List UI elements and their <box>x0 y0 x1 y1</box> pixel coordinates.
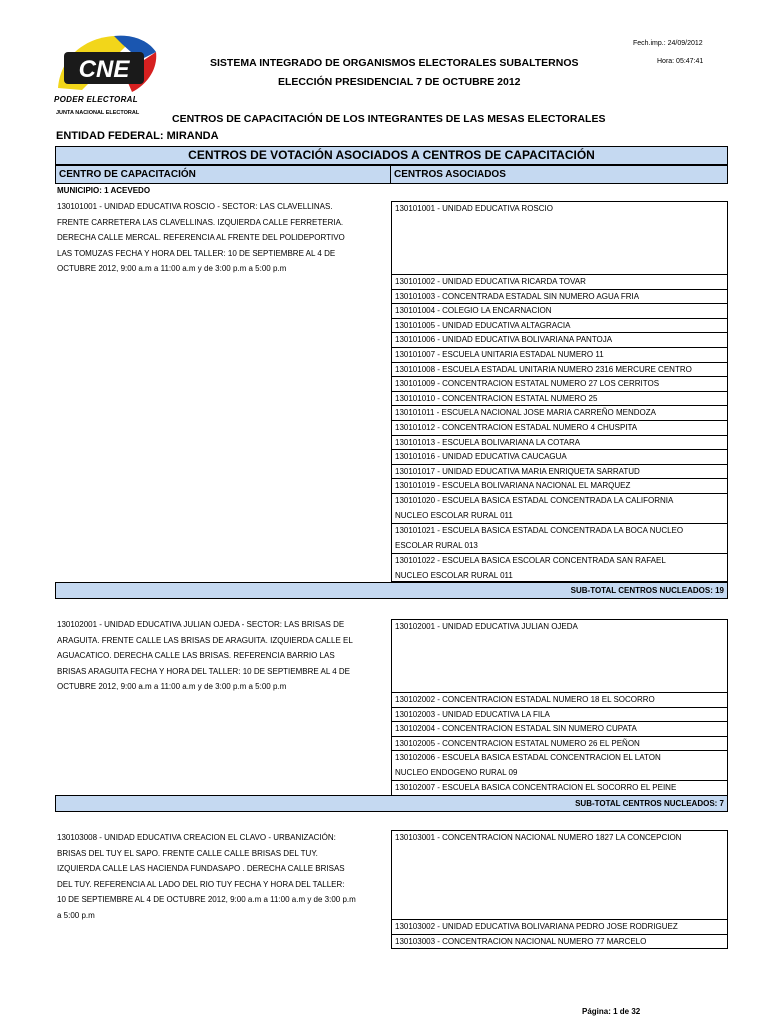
subtotal-1: SUB-TOTAL CENTROS NUCLEADOS: 19 <box>55 582 728 599</box>
asociado-row: 130103002 - UNIDAD EDUCATIVA BOLIVARIANA PEDRO JOSE RODRIGUEZ <box>392 919 727 934</box>
cne-logo-graphic <box>52 30 160 96</box>
asociado-line: NUCLEO ESCOLAR RURAL 011 <box>395 570 513 580</box>
centro-capacitacion-3 <box>57 830 383 923</box>
centro-line: 130103008 - UNIDAD EDUCATIVA CREACION EL CLAVO - URBANIZACIÓN: <box>57 833 336 842</box>
svg-text:CNE: CNE <box>78 56 130 83</box>
title-election: ELECCIÓN PRESIDENCIAL 7 DE OCTUBRE 2012 <box>278 76 521 88</box>
asociado-line: 130101020 - ESCUELA BASICA ESTADAL CONCENTRADA LA CALIFORNIA <box>395 496 674 505</box>
centro-line: OCTUBRE 2012, 9:00 a.m a 11:00 a.m y de 3:00 p.m a 5:00 p.m <box>57 682 287 691</box>
asociado-row: 130101009 - CONCENTRACION ESTATAL NUMERO 27 LOS CERRITOS <box>392 376 727 391</box>
asociado-row <box>392 750 727 780</box>
centro-line: BRISAS DEL TUY EL SAPO. FRENTE CALLE CALLE BRISAS DEL TUY. <box>57 848 318 858</box>
title-report: CENTROS DE CAPACITACIÓN DE LOS INTEGRANTES DE LAS MESAS ELECTORALES <box>172 113 606 125</box>
asociado-line: NUCLEO ESCOLAR RURAL 011 <box>395 510 513 520</box>
asociado-row <box>392 523 727 553</box>
page-number: Página: 1 de 32 <box>582 1007 641 1016</box>
asociado-row: 130101008 - ESCUELA ESTADAL UNITARIA NUMERO 2316 MERCURE CENTRO <box>392 362 727 377</box>
asociado-row: 130102004 - CONCENTRACION ESTADAL SIN NUMERO CUPATA <box>392 721 727 736</box>
asociado-row: 130101016 - UNIDAD EDUCATIVA CAUCAGUA <box>392 449 727 464</box>
asociado-line: 130101021 - ESCUELA BASICA ESTADAL CONCENTRADA LA BOCA NUCLEO <box>395 526 684 535</box>
centro-line: FRENTE CARRETERA LAS CLAVELLINAS. IZQUIERDA CALLE FERRETERIA. <box>57 217 344 227</box>
asociado-row: 130102005 - CONCENTRACION ESTATAL NUMERO 26 EL PEÑON <box>392 736 727 751</box>
centro-line: a 5:00 p.m <box>57 910 95 920</box>
centro-line: LAS TOMUZAS FECHA Y HORA DEL TALLER: 10 DE SEPTIEMBRE AL 4 DE <box>57 248 336 258</box>
centro-line: 130101001 - UNIDAD EDUCATIVA ROSCIO - SECTOR: LAS CLAVELLINAS. <box>57 202 333 211</box>
logo-subtitle: PODER ELECTORAL <box>54 95 138 104</box>
asociados-list-2 <box>391 619 728 796</box>
asociado-row: 130101019 - ESCUELA BOLIVARIANA NACIONAL EL MARQUEZ <box>392 478 727 493</box>
centro-line: DERECHA CALLE MERCAL. REFERENCIA AL FRENTE DEL POLIDEPORTIVO <box>57 233 345 242</box>
asociado-row: 130102001 - UNIDAD EDUCATIVA JULIAN OJEDA <box>395 622 578 631</box>
asociado-row: 130101012 - CONCENTRACION ESTADAL NUMERO 4 CHUSPITA <box>392 420 727 435</box>
asociado-row <box>392 493 727 523</box>
centro-capacitacion-2 <box>57 617 383 695</box>
asociado-row: 130101006 - UNIDAD EDUCATIVA BOLIVARIANA PANTOJA <box>392 332 727 347</box>
asociado-row: 130101005 - UNIDAD EDUCATIVA ALTAGRACIA <box>392 318 727 333</box>
asociado-row: 130101011 - ESCUELA NACIONAL JOSE MARIA CARREÑO MENDOZA <box>392 405 727 420</box>
asociado-row: 130101002 - UNIDAD EDUCATIVA RICARDA TOVAR <box>392 274 727 289</box>
asociado-row <box>392 553 727 582</box>
centro-line: IZQUIERDA CALLE LAS HACIENDA FUNDASAPO . DERECHA CALLE BRISAS <box>57 864 345 873</box>
asociado-line: NUCLEO ENDOGENO RURAL 09 <box>395 767 518 777</box>
asociados-list-1 <box>391 201 728 582</box>
cne-logo <box>52 30 160 118</box>
table-banner: CENTROS DE VOTACIÓN ASOCIADOS A CENTROS DE CAPACITACIÓN <box>55 146 728 165</box>
centro-line: AGUACATICO. DERECHA CALLE LAS BRISAS. REFERENCIA BARRIO LAS <box>57 651 335 660</box>
asociado-row: 130101001 - UNIDAD EDUCATIVA ROSCIO <box>395 204 553 213</box>
centro-line: OCTUBRE 2012, 9:00 a.m a 11:00 a.m y de 3:00 p.m a 5:00 p.m <box>57 264 287 273</box>
subtotal-2: SUB-TOTAL CENTROS NUCLEADOS: 7 <box>55 795 728 812</box>
asociado-row: 130101007 - ESCUELA UNITARIA ESTADAL NUMERO 11 <box>392 347 727 362</box>
entity-federal: ENTIDAD FEDERAL: MIRANDA <box>56 130 219 142</box>
asociado-line: ESCOLAR RURAL 013 <box>395 540 478 550</box>
centro-line: ARAGUITA. FRENTE CALLE LAS BRISAS DE ARAGUITA. IZQUIERDA CALLE EL <box>57 635 353 645</box>
asociados-list-3 <box>391 830 728 949</box>
asociado-line: 130101022 - ESCUELA BASICA ESCOLAR CONCENTRADA SAN RAFAEL <box>395 556 666 565</box>
asociado-row: 130102003 - UNIDAD EDUCATIVA LA FILA <box>392 707 727 722</box>
centro-line: BRISAS ARAGUITA FECHA Y HORA DEL TALLER: 10 DE SEPTIEMBRE AL 4 DE <box>57 666 350 676</box>
asociado-row: 130102002 - CONCENTRACION ESTADAL NUMERO 18 EL SOCORRO <box>392 692 727 707</box>
logo-caption: JUNTA NACIONAL ELECTORAL <box>56 110 140 116</box>
title-system: SISTEMA INTEGRADO DE ORGANISMOS ELECTORALES SUBALTERNOS <box>210 57 579 69</box>
centro-capacitacion-1 <box>57 199 383 277</box>
column-header-asociados: CENTROS ASOCIADOS <box>390 165 728 184</box>
asociado-row: 130101010 - CONCENTRACION ESTATAL NUMERO 25 <box>392 391 727 406</box>
municipio-label: MUNICIPIO: 1 ACEVEDO <box>57 186 151 195</box>
asociado-row: 130103003 - CONCENTRACION NACIONAL NUMERO 77 MARCELO <box>392 934 727 948</box>
asociado-row: 130101004 - COLEGIO LA ENCARNACION <box>392 303 727 318</box>
asociado-row: 130102007 - ESCUELA BASICA CONCENTRACION EL SOCORRO EL PEINE <box>392 780 727 796</box>
asociado-line: 130102006 - ESCUELA BASICA ESTADAL CONCENTRACION EL LATON <box>395 753 661 763</box>
print-date: Fech.imp.: 24/09/2012 <box>633 40 703 47</box>
centro-line: DEL TUY. REFERENCIA AL LADO DEL RIO TUY FECHA Y HORA DEL TALLER: <box>57 879 345 889</box>
asociado-row: 130103001 - CONCENTRACION NACIONAL NUMERO 1827 LA CONCEPCION <box>395 833 682 842</box>
column-header-centro: CENTRO DE CAPACITACIÓN <box>55 165 391 184</box>
asociado-row: 130101003 - CONCENTRADA ESTADAL SIN NUMERO AGUA FRIA <box>392 289 727 304</box>
asociado-row: 130101013 - ESCUELA BOLIVARIANA LA COTARA <box>392 435 727 450</box>
centro-line: 130102001 - UNIDAD EDUCATIVA JULIAN OJEDA - SECTOR: LAS BRISAS DE <box>57 620 345 629</box>
print-time: Hora: 05:47:41 <box>657 58 704 65</box>
asociado-row: 130101017 - UNIDAD EDUCATIVA MARIA ENRIQUETA SARRATUD <box>392 464 727 479</box>
centro-line: 10 DE SEPTIEMBRE AL 4 DE OCTUBRE 2012, 9:00 a.m a 11:00 a.m y de 3:00 p.m <box>57 895 356 904</box>
